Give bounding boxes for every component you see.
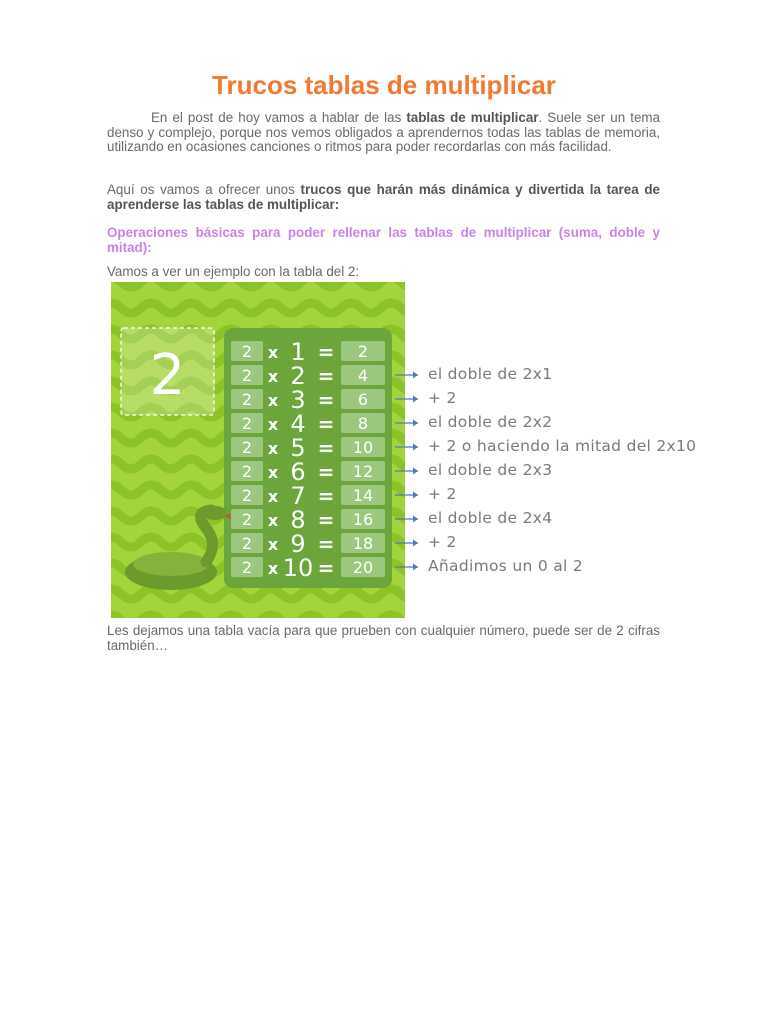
result-value: 18 xyxy=(352,534,374,553)
annotation-text: el doble de 2x4 xyxy=(428,509,553,527)
intro-paragraph xyxy=(107,111,660,155)
annotation-text: el doble de 2x2 xyxy=(428,413,553,431)
factor-a: 2 xyxy=(241,534,253,553)
equals-sign: = xyxy=(317,460,335,484)
arrow-right-icon xyxy=(413,444,418,451)
factor-a: 2 xyxy=(241,366,253,385)
tricks-bold-text: trucos que harán más dinámica y divertida la tarea de aprenderse las tablas de multiplicar: xyxy=(107,182,660,212)
factor-b: 6 xyxy=(290,458,306,486)
factor-b: 9 xyxy=(290,530,306,558)
intro-bold-text: tablas de multiplicar xyxy=(406,110,539,125)
factor-b: 10 xyxy=(282,554,314,582)
operations-heading: Operaciones básicas para poder rellenar las tablas de multiplicar (suma, doble y mitad): xyxy=(107,225,660,255)
arrow-right-icon xyxy=(413,516,418,523)
tricks-text-start: Aquí os vamos a ofrecer unos xyxy=(107,182,301,197)
times-sign: x xyxy=(267,391,279,410)
arrow-right-icon xyxy=(413,468,418,475)
result-value: 20 xyxy=(352,558,374,577)
factor-a: 2 xyxy=(241,462,253,481)
arrow-right-icon xyxy=(413,372,418,379)
equals-sign: = xyxy=(317,412,335,436)
equals-sign: = xyxy=(317,556,335,580)
snake-head-icon xyxy=(203,506,227,520)
equals-sign: = xyxy=(317,340,335,364)
times-sign: x xyxy=(267,535,279,554)
factor-b: 7 xyxy=(290,482,306,510)
factor-b: 5 xyxy=(290,434,306,462)
annotation-text: Añadimos un 0 al 2 xyxy=(428,557,584,575)
times-sign: x xyxy=(267,559,279,578)
annotation-text: el doble de 2x3 xyxy=(428,461,553,479)
arrow-right-icon xyxy=(413,540,418,547)
equals-sign: = xyxy=(317,532,335,556)
factor-a: 2 xyxy=(241,558,253,577)
result-value: 12 xyxy=(352,462,374,481)
result-value: 8 xyxy=(357,414,369,433)
result-value: 2 xyxy=(357,342,369,361)
arrow-right-icon xyxy=(413,492,418,499)
equals-sign: = xyxy=(317,436,335,460)
equals-sign: = xyxy=(317,484,335,508)
annotation-text: + 2 xyxy=(428,485,457,503)
factor-b: 1 xyxy=(290,338,306,366)
example-intro: Vamos a ver un ejemplo con la tabla del 2: xyxy=(107,264,360,279)
snake-coil-icon xyxy=(133,552,209,576)
background-stripe xyxy=(111,589,405,599)
factor-a: 2 xyxy=(241,342,253,361)
annotation-text: el doble de 2x1 xyxy=(428,365,553,383)
result-value: 4 xyxy=(357,366,369,385)
intro-text-end: . Suele ser un tema denso y complejo, porque nos vemos obligados a aprendernos todas las tablas de memoria, utilizando en ocasiones canciones o ritmos para poder recordarlas con más facilidad. xyxy=(107,110,660,154)
arrow-right-icon xyxy=(413,420,418,427)
result-value: 14 xyxy=(352,486,374,505)
multiplication-table-illustration xyxy=(111,282,405,618)
factor-a: 2 xyxy=(241,438,253,457)
factor-a: 2 xyxy=(241,414,253,433)
times-sign: x xyxy=(267,511,279,530)
factor-b: 8 xyxy=(290,506,306,534)
factor-b: 2 xyxy=(290,362,306,390)
background-stripe xyxy=(111,303,405,313)
arrow-right-icon xyxy=(413,396,418,403)
tricks-paragraph xyxy=(107,183,660,212)
times-sign: x xyxy=(267,463,279,482)
times-sign: x xyxy=(267,367,279,386)
times-sign: x xyxy=(267,439,279,458)
result-value: 10 xyxy=(352,438,374,457)
arrow-right-icon xyxy=(413,564,418,571)
background-stripe xyxy=(111,282,405,287)
annotation-text: + 2 xyxy=(428,533,457,551)
factor-b: 4 xyxy=(290,410,306,438)
multiplication-table-figure xyxy=(111,282,405,618)
annotation-text: + 2 o haciendo la mitad del 2x10 xyxy=(428,437,697,455)
equals-sign: = xyxy=(317,364,335,388)
result-value: 16 xyxy=(352,510,374,529)
annotation-text: + 2 xyxy=(428,389,457,407)
factor-a: 2 xyxy=(241,510,253,529)
closing-paragraph: Les dejamos una tabla vacía para que prueben con cualquier número, puede ser de 2 cifras también… xyxy=(107,623,660,653)
factor-b: 3 xyxy=(290,386,306,414)
background-stripe xyxy=(111,615,405,618)
equals-sign: = xyxy=(317,388,335,412)
times-sign: x xyxy=(267,343,279,362)
equals-sign: = xyxy=(317,508,335,532)
times-sign: x xyxy=(267,415,279,434)
page-title: Trucos tablas de multiplicar xyxy=(212,70,556,100)
intro-text-start: En el post de hoy vamos a hablar de las xyxy=(151,110,407,125)
factor-a: 2 xyxy=(241,390,253,409)
factor-a: 2 xyxy=(241,486,253,505)
result-value: 6 xyxy=(357,390,369,409)
big-number: 2 xyxy=(149,343,186,408)
times-sign: x xyxy=(267,487,279,506)
